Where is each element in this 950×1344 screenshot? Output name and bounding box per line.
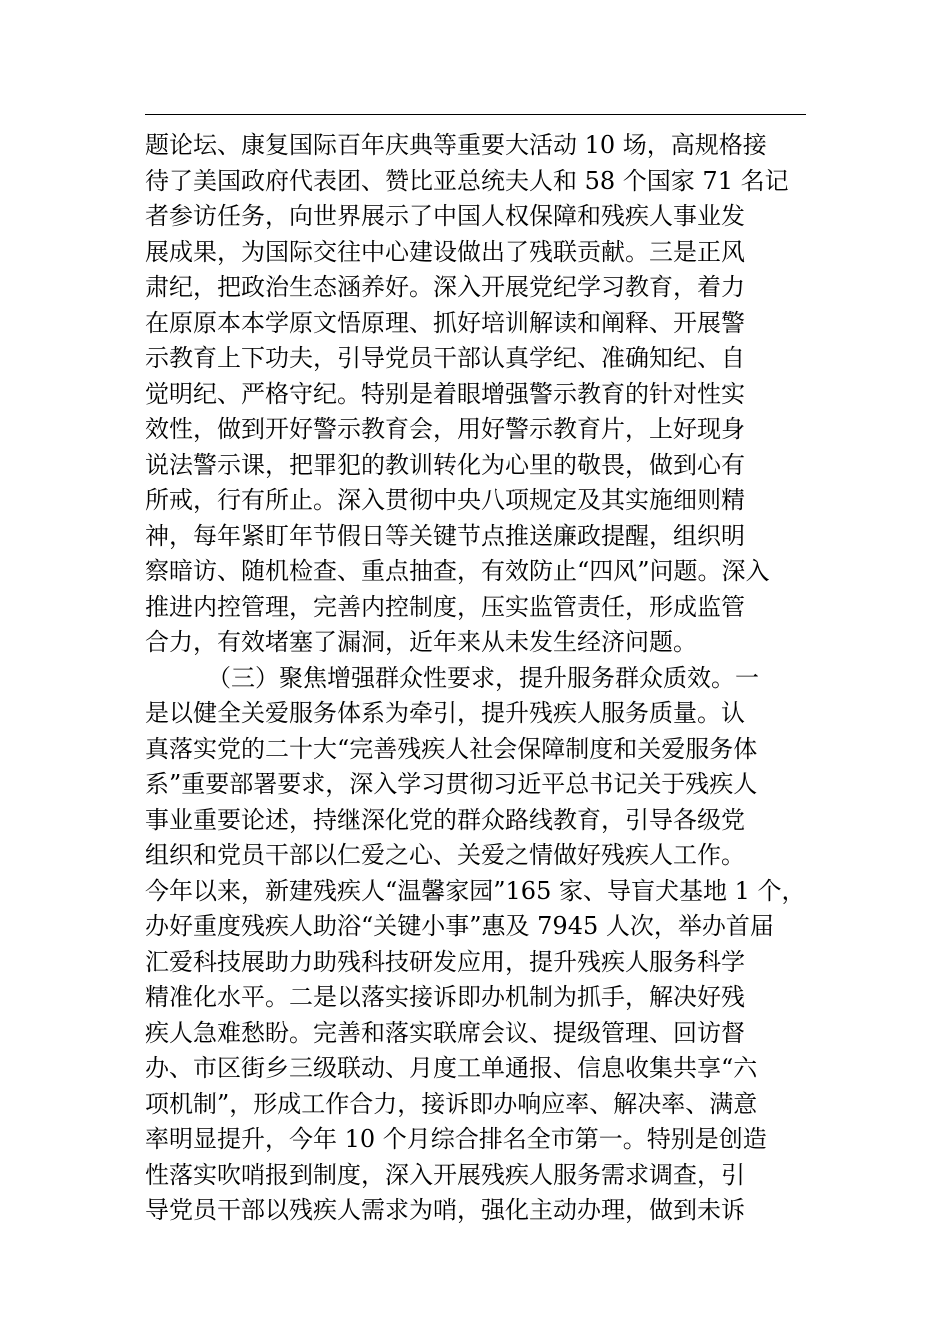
text-line: 肃纪，把政治生态涵养好。深入开展党纪学习教育，着力 [145, 273, 745, 301]
text-line: 展成果，为国际交往中心建设做出了残联贡献。三是正风 [145, 237, 745, 266]
text-line: 率明显提升，今年 10 个月综合排名全市第一。特别是创造 [145, 1125, 767, 1153]
text-line: 题论坛、康复国际百年庆典等重要大活动 10 场，高规格接 [145, 131, 767, 159]
text-line: 者参访任务，向世界展示了中国人权保障和残疾人事业发 [145, 202, 745, 230]
text-line: 汇爱科技展助力助残科技研发应用，提升残疾人服务科学 [145, 947, 745, 976]
header-rule [145, 114, 806, 115]
text-line: 精准化水平。二是以落实接诉即办机制为抓手，解决好残 [145, 983, 745, 1011]
body-text [145, 128, 809, 1229]
text-line: 待了美国政府代表团、赞比亚总统夫人和 58 个国家 71 名记 [145, 166, 789, 195]
text-line: 推进内控管理，完善内控制度，压实监管责任，形成监管 [145, 592, 745, 621]
text-line: 组织和党员干部以仁爱之心、关爱之情做好残疾人工作。 [145, 841, 745, 869]
text-line: 真落实党的二十大“完善残疾人社会保障制度和关爱服务体 [145, 734, 758, 763]
text-line: 示教育上下功夫，引导党员干部认真学纪、准确知纪、自 [145, 344, 745, 372]
text-line: 办、市区街乡三级联动、月度工单通报、信息收集共享“六 [145, 1054, 758, 1082]
section-heading-line: （三）聚焦增强群众性要求，提升服务群众质效。一 [207, 663, 759, 692]
text-line: 合力，有效堵塞了漏洞，近年来从未发生经济问题。 [145, 628, 697, 656]
text-line: 性落实吹哨报到制度，深入开展残疾人服务需求调查，引 [145, 1160, 745, 1189]
text-line: 说法警示课，把罪犯的教训转化为心里的敬畏，做到心有 [145, 450, 745, 479]
text-line: 系”重要部署要求，深入学习贯彻习近平总书记关于残疾人 [145, 770, 758, 798]
text-line: 导党员干部以残疾人需求为哨，强化主动办理，做到未诉 [145, 1196, 745, 1224]
text-line: 神，每年紧盯年节假日等关键节点推送廉政提醒，组织明 [145, 521, 745, 550]
text-line: 疾人急难愁盼。完善和落实联席会议、提级管理、回访督 [145, 1018, 745, 1047]
text-line: 项机制”，形成工作合力，接诉即办响应率、解决率、满意 [145, 1089, 758, 1118]
text-line: 所戒，行有所止。深入贯彻中央八项规定及其实施细则精 [145, 486, 745, 514]
text-line: 办好重度残疾人助浴“关键小事”惠及 7945 人次，举办首届 [145, 912, 774, 940]
text-line: 是以健全关爱服务体系为牵引，提升残疾人服务质量。认 [145, 699, 745, 727]
text-line: 效性，做到开好警示教育会，用好警示教育片，上好现身 [145, 415, 745, 443]
text-line: 察暗访、随机检查、重点抽查，有效防止“四风”问题。深入 [145, 557, 770, 585]
text-line: 事业重要论述，持继深化党的群众路线教育，引导各级党 [145, 805, 745, 834]
text-line: 在原原本本学原文悟原理、抓好培训解读和阐释、开展警 [145, 308, 745, 337]
text-line: 觉明纪、严格守纪。特别是着眼增强警示教育的针对性实 [145, 379, 745, 408]
text-line: 今年以来，新建残疾人“温馨家园”165 家、导盲犬基地 1 个， [145, 876, 806, 905]
